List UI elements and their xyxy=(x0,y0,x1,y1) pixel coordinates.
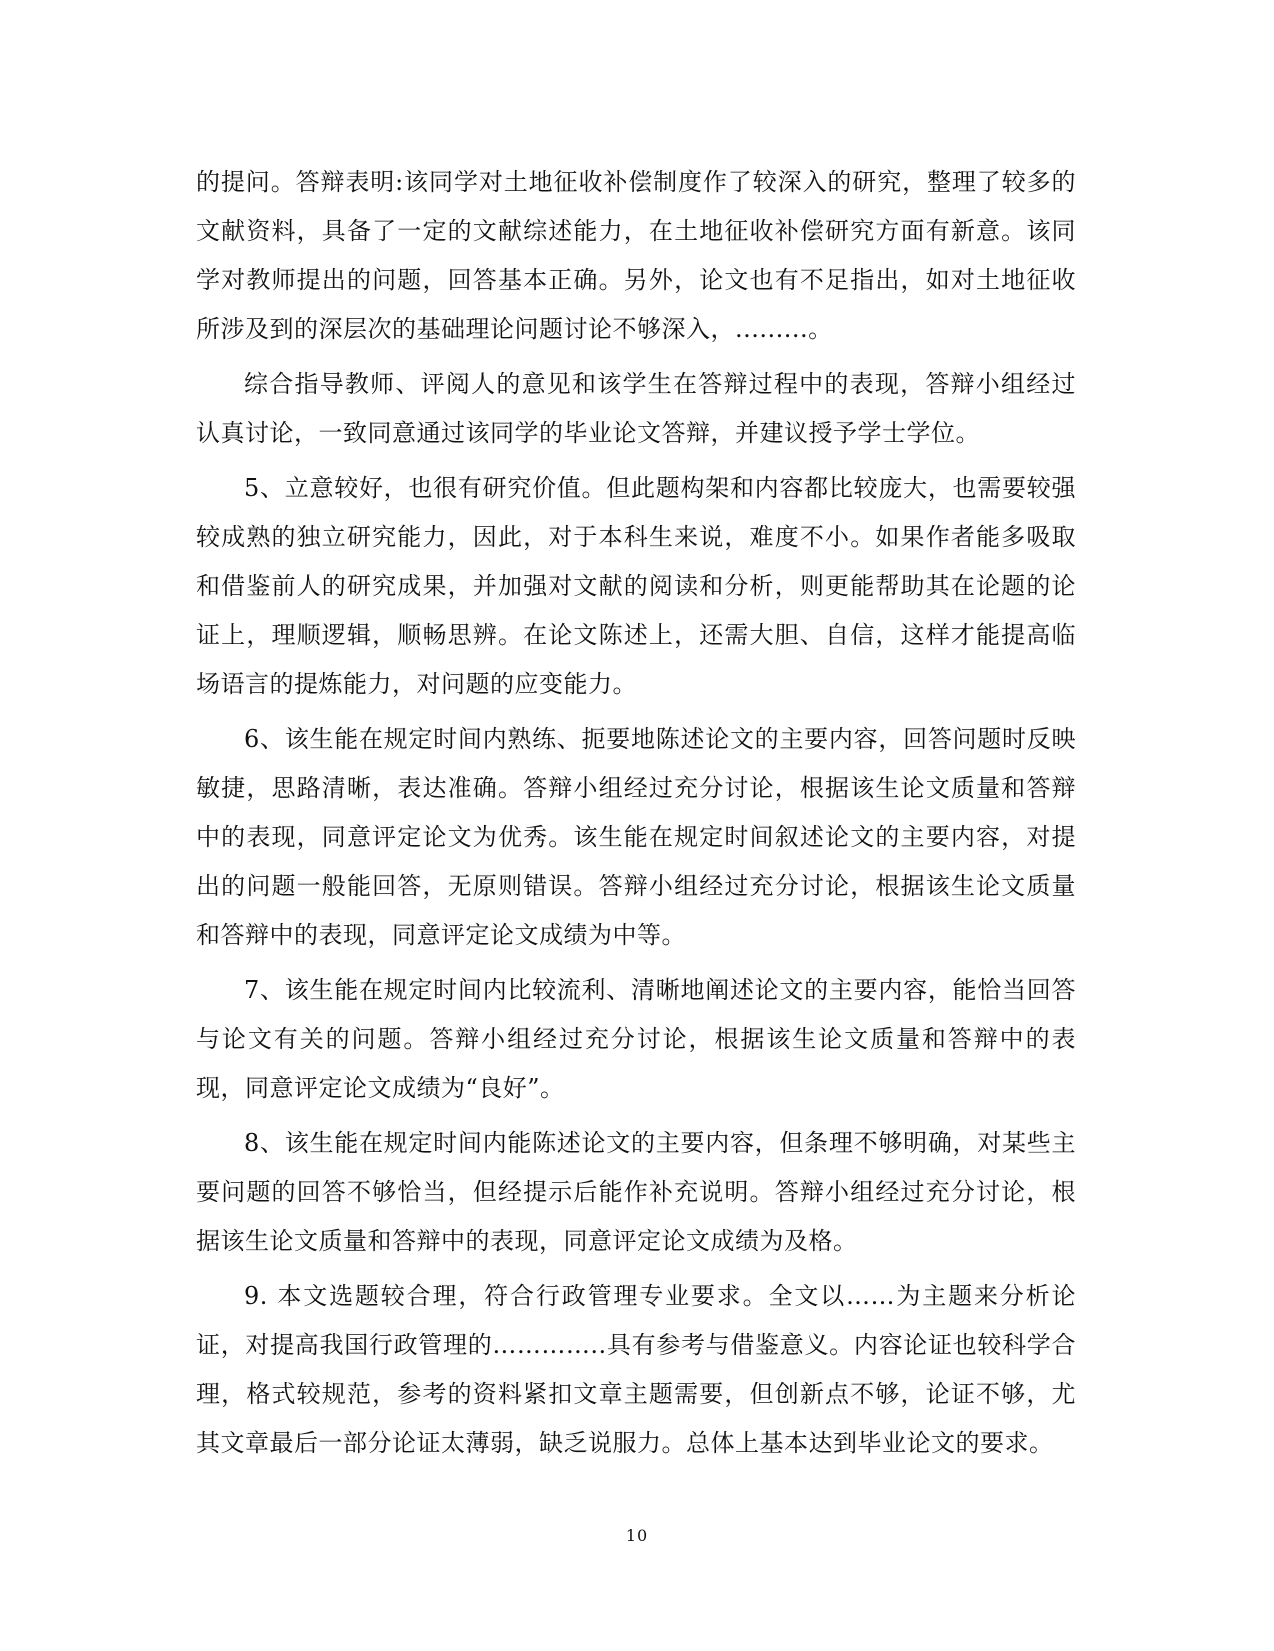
paragraph-summary: 综合指导教师、评阅人的意见和该学生在答辩过程中的表现，答辩小组经过认真讨论，一致同意通过该同学的毕业论文答辩，并建议授予学士学位。 xyxy=(196,370,1076,447)
paragraph-item-9: 9. 本文选题较合理，符合行政管理专业要求。全文以……为主题来分析论证，对提高我国行政管理的…………..具有参考与借鉴意义。内容论证也较科学合理，格式较规范，参考的资料紧扣文章主题需要，但创新点不够，论证不够，尤其文章最后一部分论证太薄弱，缺乏说服力。总体上基本达到毕业论文的要求。 xyxy=(196,1282,1076,1457)
paragraph-item-5: 5、立意较好，也很有研究价值。但此题构架和内容都比较庞大，也需要较强较成熟的独立研究能力，因此，对于本科生来说，难度不小。如果作者能多吸取和借鉴前人的研究成果，并加强对文献的阅读和分析，则更能帮助其在论题的论证上，理顺逻辑，顺畅思辨。在论文陈述上，还需大胆、自信，这样才能提高临场语言的提炼能力，对问题的应变能力。 xyxy=(196,474,1076,698)
document-body xyxy=(196,158,1076,1474)
page-number: 10 xyxy=(625,1526,649,1545)
paragraph-continuation: 的提问。答辩表明:该同学对土地征收补偿制度作了较深入的研究，整理了较多的文献资料，具备了一定的文献综述能力，在土地征收补偿研究方面有新意。该同学对教师提出的问题，回答基本正确。另外，论文也有不足指出，如对土地征收所涉及到的深层次的基础理论问题讨论不够深入，.........。 xyxy=(196,168,1076,343)
paragraph-item-8: 8、该生能在规定时间内能陈述论文的主要内容，但条理不够明确，对某些主要问题的回答不够恰当，但经提示后能作补充说明。答辩小组经过充分讨论，根据该生论文质量和答辩中的表现，同意评定论文成绩为及格。 xyxy=(196,1129,1076,1255)
paragraph-item-6: 6、该生能在规定时间内熟练、扼要地陈述论文的主要内容，回答问题时反映敏捷，思路清晰，表达准确。答辩小组经过充分讨论，根据该生论文质量和答辩中的表现，同意评定论文为优秀。该生能在规定时间叙述论文的主要内容，对提出的问题一般能回答，无原则错误。答辩小组经过充分讨论，根据该生论文质量和答辩中的表现，同意评定论文成绩为中等。 xyxy=(196,725,1076,949)
paragraph-item-7: 7、该生能在规定时间内比较流利、清晰地阐述论文的主要内容，能恰当回答与论文有关的问题。答辩小组经过充分讨论，根据该生论文质量和答辩中的表现，同意评定论文成绩为“良好”。 xyxy=(196,976,1076,1102)
